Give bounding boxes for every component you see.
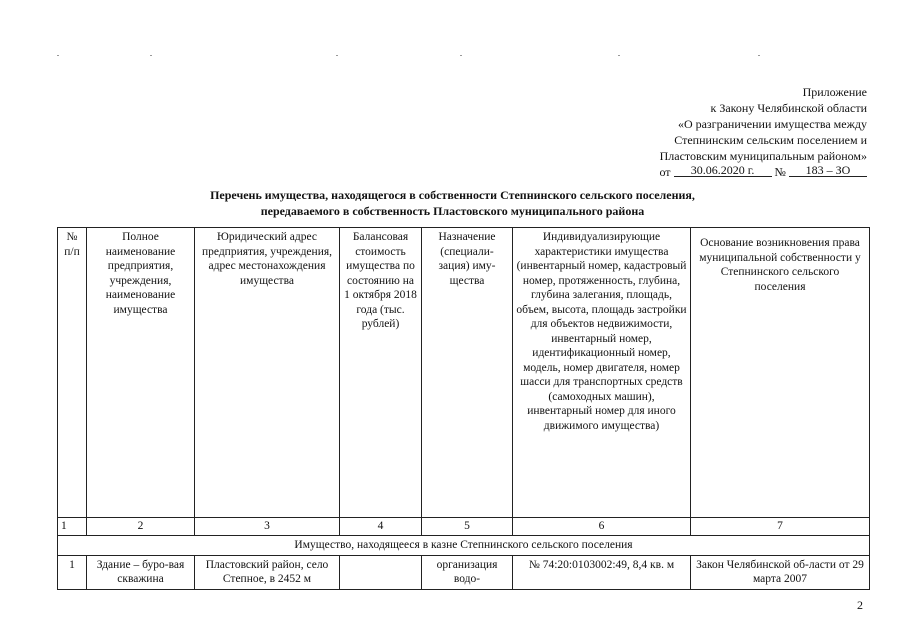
column-number-cell: 4	[340, 518, 422, 536]
header-cell: Полное наименование предприятия, учреждения, наименование имущества	[87, 228, 195, 518]
property-purpose: организация водо-	[422, 555, 513, 589]
column-number-cell: 3	[195, 518, 340, 536]
scan-speck	[460, 55, 462, 56]
table-row	[58, 555, 870, 589]
header-cell: Индивидуализирующие характеристики имущества (инвентарный номер, кадастровый номер, протяженность, глубина, глубина залегания, площадь, объем, высота, площадь застройки для объектов недвижимости, инвентарный номер, идентификационный номер, модель, номер двигателя, номер шасси для транспортных средств (самоходных машин), инвентарный номер для иного движимого имущества)	[513, 228, 691, 518]
property-name: Здание – буро-вая скважина	[87, 555, 195, 589]
date-prefix: от	[659, 165, 671, 179]
header-cell: Юридический адрес предприятия, учреждения, адрес местонахождения имущества	[195, 228, 340, 518]
column-number-cell: 7	[691, 518, 870, 536]
column-number-cell: 2	[87, 518, 195, 536]
balance-cost	[340, 555, 422, 589]
property-table	[57, 227, 870, 590]
appendix-line: Пластовским муниципальным районом»	[659, 149, 867, 163]
table-header-row	[58, 228, 870, 518]
appendix-line: к Закону Челябинской области	[710, 101, 867, 115]
property-characteristics: № 74:20:0103002:49, 8,4 кв. м	[513, 555, 691, 589]
header-cell: № п/п	[58, 228, 87, 518]
scan-speck	[150, 55, 152, 56]
law-date: 30.06.2020 г.	[674, 164, 772, 177]
law-number: 183 – ЗО	[789, 164, 867, 177]
appendix-line: «О разграничении имущества между	[677, 117, 867, 131]
document-title	[0, 187, 905, 219]
scan-speck	[758, 55, 760, 56]
column-number-cell: 1	[58, 518, 87, 536]
scan-speck	[336, 55, 338, 56]
page-number: 2	[857, 598, 863, 612]
title-line-2: передаваемого в собственность Пластовского муниципального района	[260, 204, 645, 218]
title-line-1: Перечень имущества, находящегося в собственности Степнинского сельского поселения,	[210, 188, 695, 202]
number-prefix: №	[774, 165, 786, 179]
header-cell: Балансовая стоимость имущества по состоянию на 1 октября 2018 года (тыс. рублей)	[340, 228, 422, 518]
header-cell: Назначение (специали-зация) иму-щества	[422, 228, 513, 518]
column-number-cell: 6	[513, 518, 691, 536]
header-cell: Основание возникновения права муниципальной собственности у Степнинского сельского поселения	[691, 228, 870, 518]
appendix-line: Приложение	[802, 85, 867, 99]
scan-speck	[57, 55, 59, 56]
section-title: Имущество, находящееся в казне Степнинского сельского поселения	[58, 536, 870, 556]
column-number-cell: 5	[422, 518, 513, 536]
ownership-basis: Закон Челябинской об-ласти от 29 марта 2007	[691, 555, 870, 589]
row-number: 1	[58, 555, 87, 589]
appendix-block	[567, 84, 867, 180]
column-number-row	[58, 518, 870, 536]
law-date-number-line	[567, 164, 867, 180]
section-row	[58, 536, 870, 556]
appendix-line: Степнинским сельским поселением и	[674, 133, 867, 147]
scan-speck	[618, 55, 620, 56]
property-address: Пластовский район, село Степное, в 2452 м	[195, 555, 340, 589]
